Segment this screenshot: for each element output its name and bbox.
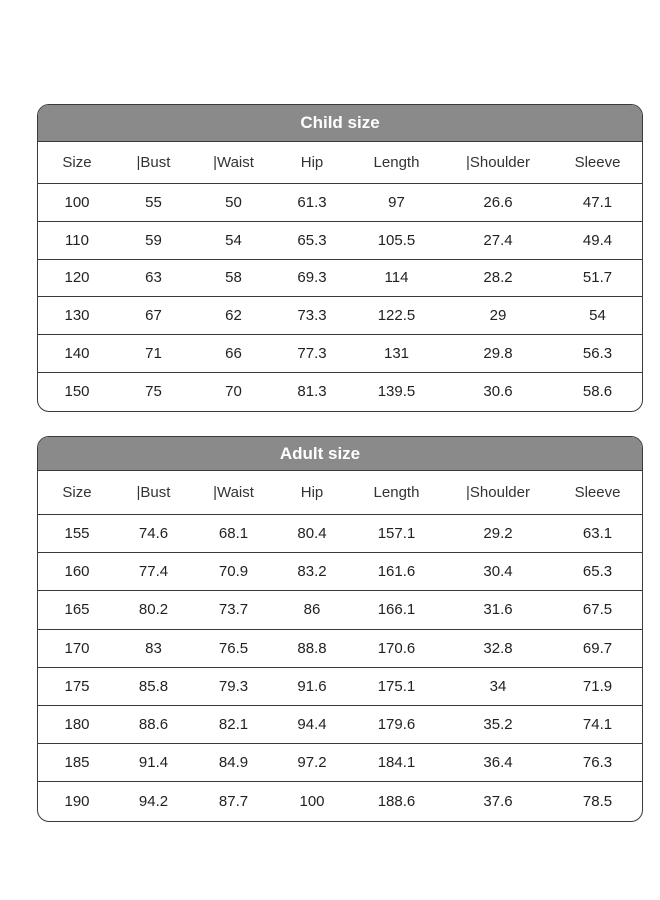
table-cell: 184.1 (377, 754, 416, 772)
table-cell: 83 (145, 639, 162, 657)
child-size-table (37, 104, 643, 412)
table-cell: 161.6 (377, 563, 416, 581)
child-size-title: Child size (38, 105, 642, 142)
column-header-shoulder: |Shoulder (466, 154, 530, 171)
table-cell: 58.6 (582, 383, 613, 401)
table-cell: 28.2 (483, 269, 513, 287)
table-cell: 100 (64, 193, 90, 211)
table-cell: 80.2 (138, 601, 169, 619)
table-cell: 80.4 (297, 525, 327, 543)
table-row (38, 744, 642, 782)
table-cell: 58 (225, 269, 242, 287)
table-cell: 74.1 (582, 716, 613, 734)
table-cell: 165 (64, 601, 90, 619)
table-cell: 188.6 (377, 792, 416, 810)
column-header-size: Size (62, 154, 92, 171)
table-cell: 79.3 (218, 677, 249, 695)
table-cell: 86 (303, 601, 321, 619)
table-cell: 170.6 (377, 639, 416, 657)
table-cell: 120 (64, 269, 90, 287)
table-cell: 30.6 (483, 383, 513, 401)
table-cell: 110 (65, 231, 89, 249)
table-cell: 50 (225, 193, 242, 211)
column-header-bust: |Bust (136, 484, 171, 501)
table-cell: 78.5 (582, 792, 613, 810)
table-cell: 67.5 (582, 601, 613, 619)
table-cell: 59 (145, 231, 162, 249)
table-cell: 75 (145, 383, 162, 401)
table-cell: 157.1 (377, 525, 416, 543)
table-cell: 82.1 (218, 716, 249, 734)
table-cell: 76.5 (218, 639, 249, 657)
table-cell: 63.1 (582, 525, 613, 543)
table-cell: 76.3 (582, 754, 613, 772)
table-cell: 67 (145, 307, 162, 325)
table-cell: 65.3 (297, 231, 327, 249)
column-header-waist: |Waist (213, 484, 254, 501)
table-cell: 37.6 (483, 792, 513, 810)
table-cell: 34 (489, 677, 507, 695)
table-cell: 30.4 (483, 563, 513, 581)
table-cell: 49.4 (582, 231, 613, 249)
table-cell: 94.4 (297, 716, 327, 734)
table-cell: 122.5 (377, 307, 416, 325)
table-cell: 61.3 (297, 193, 327, 211)
table-cell: 170 (64, 639, 90, 657)
table-cell: 155 (64, 525, 90, 543)
table-cell: 69.7 (582, 639, 613, 657)
table-cell: 29 (489, 307, 507, 325)
table-cell: 81.3 (297, 383, 327, 401)
table-row (38, 184, 642, 222)
table-row (38, 297, 642, 335)
table-cell: 97 (388, 193, 405, 211)
table-cell: 131 (383, 345, 410, 363)
table-cell: 26.6 (483, 193, 513, 211)
table-cell: 88.8 (297, 639, 327, 657)
table-cell: 65.3 (582, 563, 613, 581)
table-cell: 175.1 (377, 677, 416, 695)
table-cell: 100 (299, 792, 325, 810)
table-cell: 73.3 (297, 307, 327, 325)
column-header-bust: |Bust (136, 154, 171, 171)
table-cell: 84.9 (218, 754, 249, 772)
table-row (38, 222, 642, 260)
table-cell: 27.4 (483, 231, 513, 249)
table-cell: 29.2 (483, 525, 513, 543)
table-cell: 54 (225, 231, 242, 249)
table-cell: 55 (145, 193, 162, 211)
table-row (38, 591, 642, 629)
table-cell: 70.9 (218, 563, 249, 581)
table-cell: 150 (64, 383, 90, 401)
column-header-hip: Hip (300, 154, 324, 171)
table-cell: 190 (64, 792, 90, 810)
column-header-sleeve: Sleeve (574, 484, 621, 501)
table-cell: 73.7 (218, 601, 249, 619)
table-cell: 77.3 (297, 345, 327, 363)
table-row (38, 373, 642, 411)
table-cell: 83.2 (297, 563, 327, 581)
table-cell: 69.3 (297, 269, 327, 287)
table-cell: 130 (64, 307, 90, 325)
table-cell: 62 (225, 307, 242, 325)
table-row (38, 335, 642, 373)
table-cell: 35.2 (483, 716, 513, 734)
table-cell: 85.8 (138, 677, 169, 695)
table-cell: 56.3 (582, 345, 613, 363)
table-row (38, 630, 642, 668)
table-cell: 54 (589, 307, 606, 325)
table-cell: 166.1 (377, 601, 416, 619)
table-cell: 179.6 (377, 716, 416, 734)
adult-size-table (37, 436, 643, 822)
table-cell: 74.6 (138, 525, 169, 543)
table-cell: 91.4 (138, 754, 169, 772)
table-cell: 88.6 (138, 716, 169, 734)
table-cell: 31.6 (483, 601, 513, 619)
column-header-sleeve: Sleeve (574, 154, 621, 171)
adult-size-title: Adult size (38, 437, 642, 471)
table-cell: 47.1 (582, 193, 613, 211)
table-cell: 71.9 (582, 677, 613, 695)
table-cell: 140 (64, 345, 90, 363)
table-row (38, 260, 642, 298)
table-cell: 51.7 (582, 269, 613, 287)
table-cell: 94.2 (138, 792, 169, 810)
table-cell: 66 (225, 345, 242, 363)
table-cell: 32.8 (483, 639, 513, 657)
column-header-size: Size (62, 484, 92, 501)
table-cell: 77.4 (138, 563, 169, 581)
column-header-shoulder: |Shoulder (466, 484, 530, 501)
table-cell: 70 (225, 383, 242, 401)
column-header-waist: |Waist (213, 154, 254, 171)
table-cell: 105.5 (377, 231, 416, 249)
table-cell: 160 (64, 563, 90, 581)
column-header-length: Length (373, 484, 420, 501)
table-row (38, 782, 642, 820)
table-row (38, 706, 642, 744)
table-cell: 36.4 (483, 754, 513, 772)
table-cell: 91.6 (297, 677, 327, 695)
table-row (38, 668, 642, 706)
table-cell: 87.7 (218, 792, 249, 810)
table-cell: 29.8 (483, 345, 513, 363)
table-cell: 114 (384, 269, 409, 287)
child-header-row (38, 142, 642, 184)
table-cell: 63 (145, 269, 162, 287)
table-cell: 139.5 (377, 383, 416, 401)
column-header-length: Length (373, 154, 420, 171)
table-cell: 180 (64, 716, 90, 734)
column-header-hip: Hip (300, 484, 324, 501)
table-cell: 97.2 (297, 754, 327, 772)
table-cell: 71 (145, 345, 162, 363)
table-cell: 175 (64, 677, 90, 695)
table-row (38, 515, 642, 553)
table-cell: 68.1 (218, 525, 249, 543)
table-cell: 185 (64, 754, 90, 772)
table-row (38, 553, 642, 591)
adult-header-row (38, 471, 642, 515)
